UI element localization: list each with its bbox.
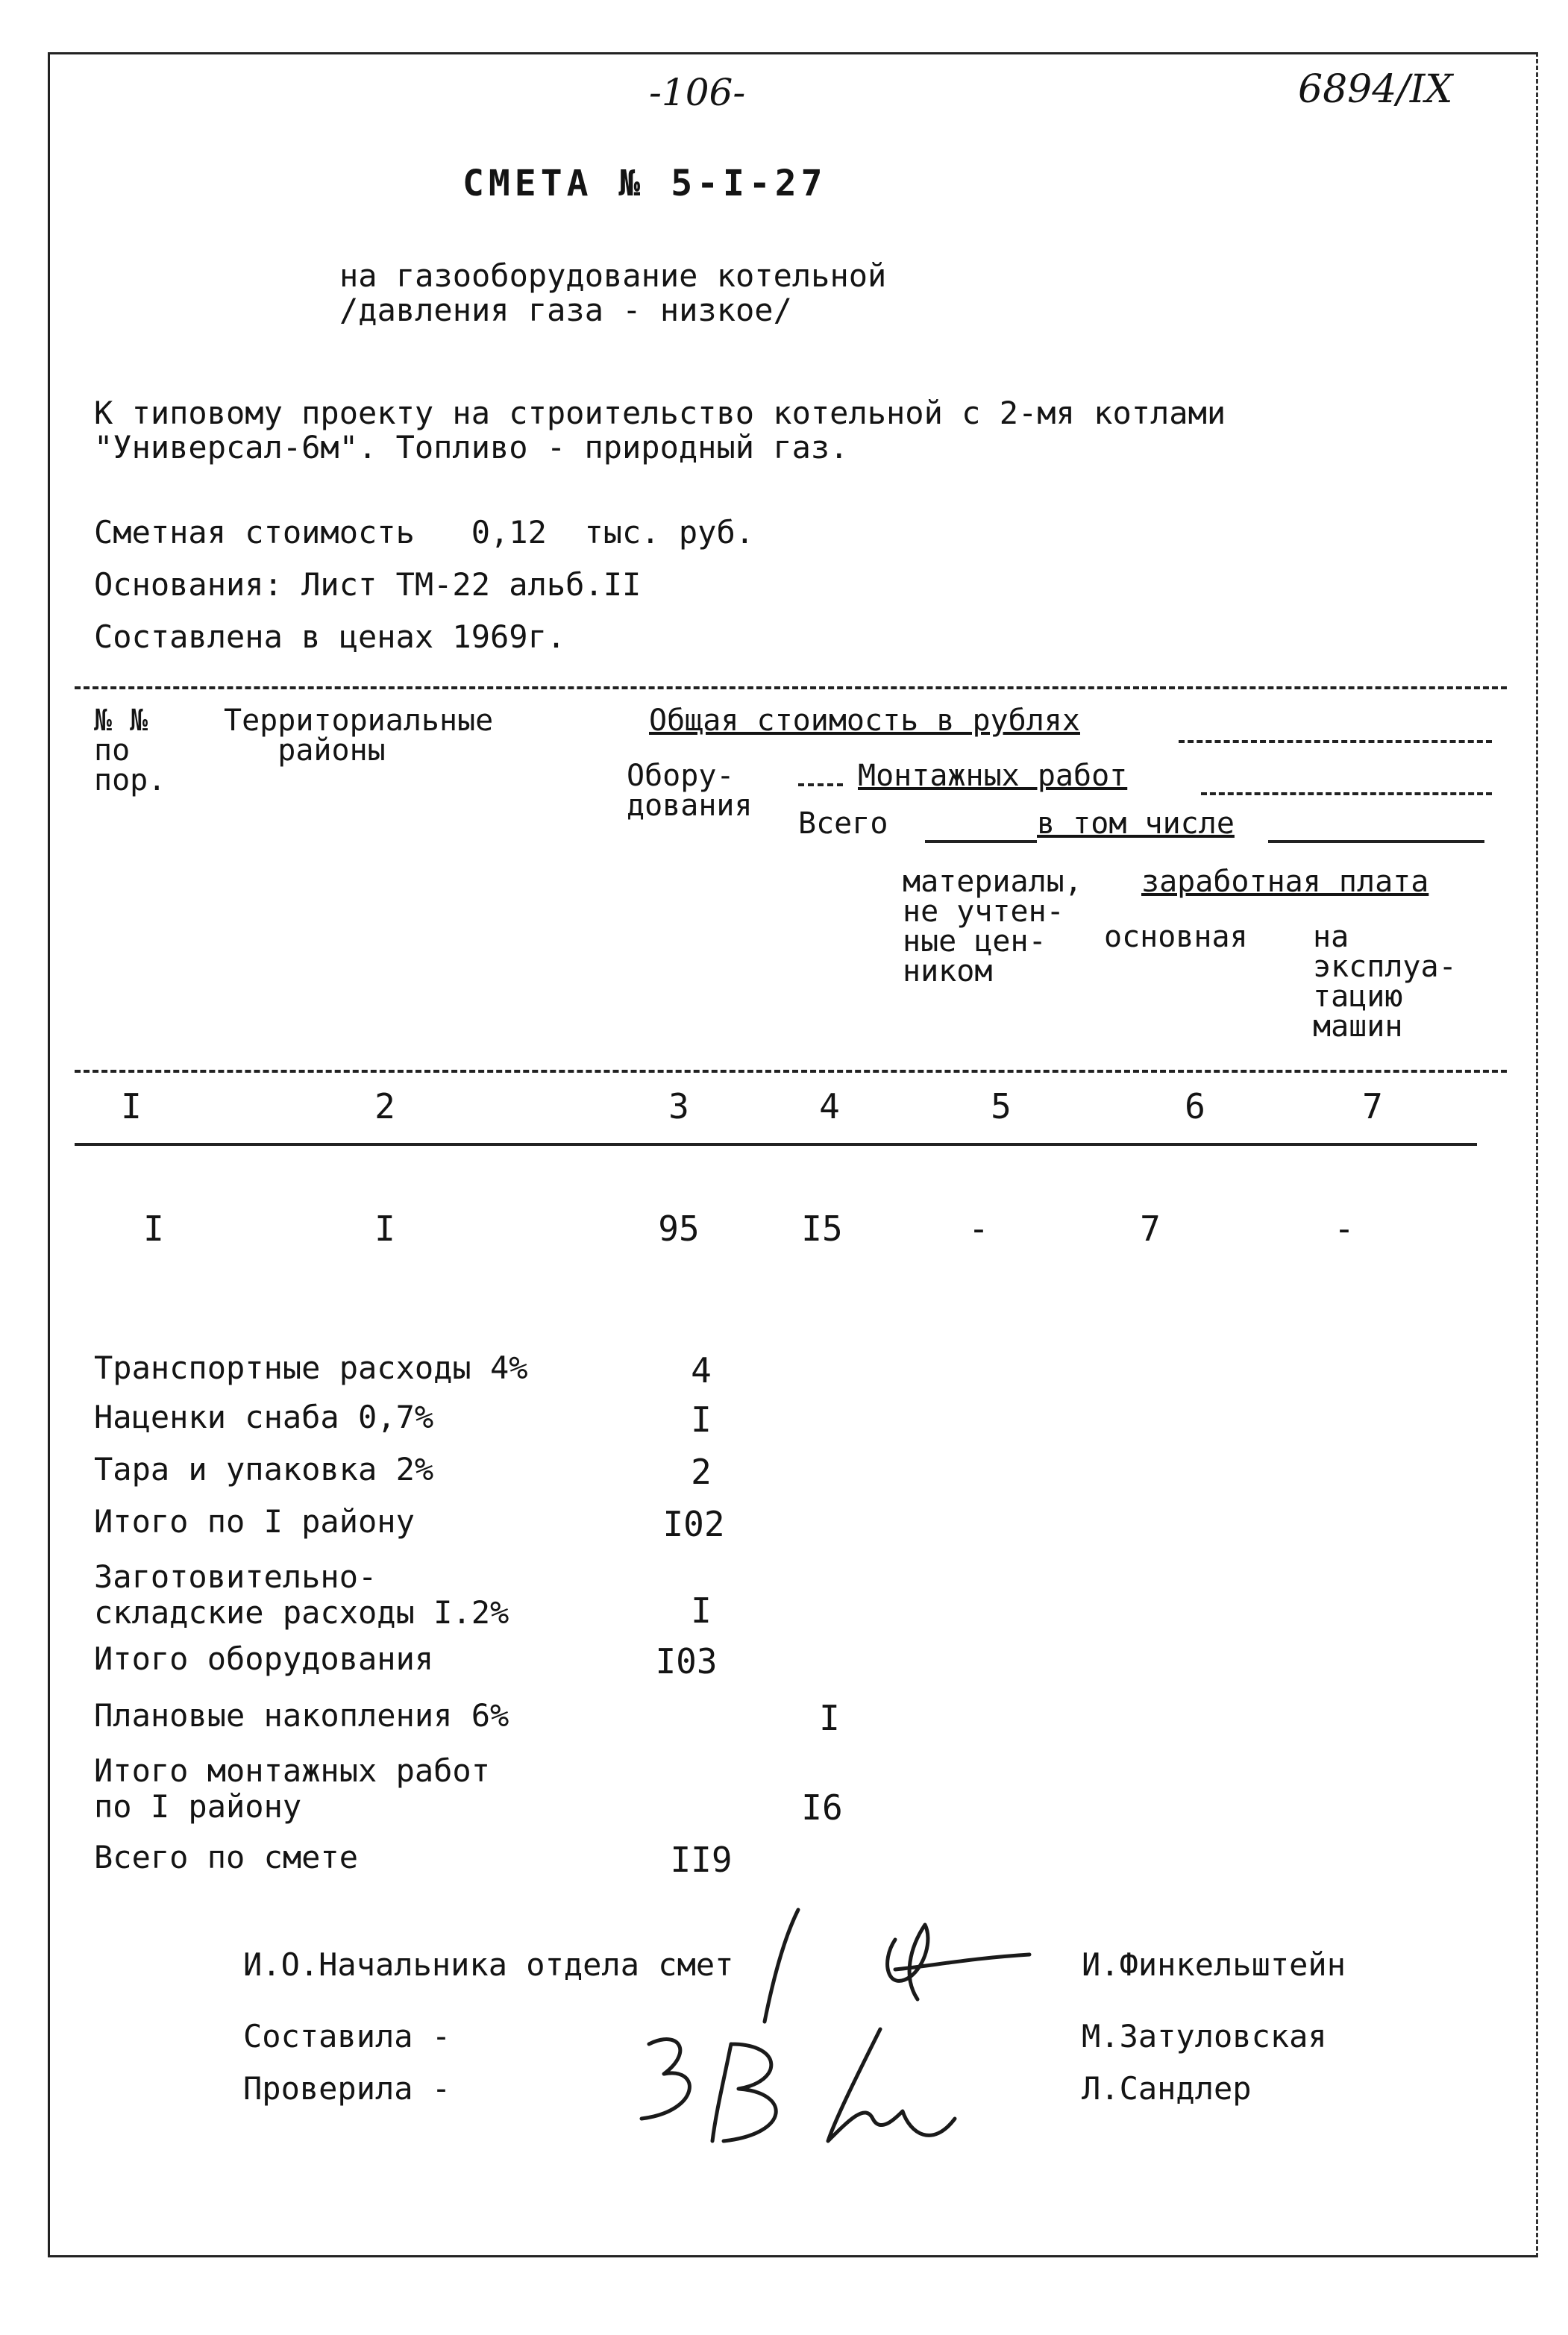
col-number-7: 7 — [1362, 1086, 1383, 1126]
row-cell-1: I — [143, 1209, 164, 1249]
summary-equipment-value: I — [691, 1400, 712, 1440]
header-total-cost: Общая стоимость в рублях — [649, 703, 1080, 738]
header-bottom-rule — [75, 1070, 1507, 1073]
header-installation: Монтажных работ — [858, 759, 1128, 793]
including-rule-left — [925, 840, 1037, 843]
document-title: СМЕТА № 5-I-27 — [462, 163, 827, 204]
page-number: -106- — [649, 71, 746, 114]
summary-label: Итого оборудования — [94, 1640, 434, 1677]
col-number-4: 4 — [819, 1086, 840, 1126]
summary-equipment-value: 2 — [691, 1452, 712, 1492]
summary-label: Плановые накопления 6% — [94, 1697, 509, 1734]
signature-stroke — [765, 1910, 798, 2022]
price-level: Составлена в ценах 1969г. — [94, 618, 566, 655]
row-cell-4: I5 — [801, 1209, 843, 1249]
summary-label: Наценки снаба 0,7% — [94, 1399, 434, 1435]
summary-equipment-value: I02 — [662, 1504, 725, 1544]
summary-install-value: I — [819, 1698, 840, 1738]
signatory-role: И.О.Начальника отдела смет — [243, 1946, 734, 1983]
row-cell-2: I — [374, 1209, 395, 1249]
column-numbers-rule — [75, 1143, 1477, 1146]
signature-stroke — [642, 2040, 689, 2119]
subtitle-line-2: /давления газа - низкое/ — [339, 292, 792, 328]
summary-equipment-value: I03 — [655, 1641, 718, 1681]
install-rule-left — [798, 783, 843, 786]
summary-label: Итого монтажных работ по I району — [94, 1752, 491, 1825]
col-number-5: 5 — [991, 1086, 1012, 1126]
signatory-name: М.Затуловская — [1082, 2018, 1327, 2055]
header-machine-operation: на эксплуа- тацию машин — [1313, 920, 1457, 1044]
summary-label: Всего по смете — [94, 1839, 359, 1875]
signature-stroke — [895, 1955, 1029, 1969]
summary-equipment-value: 4 — [691, 1350, 712, 1391]
row-cell-3: 95 — [658, 1209, 700, 1249]
signature-stroke — [828, 2029, 955, 2141]
header-total: Всего — [798, 806, 888, 841]
row-cell-5: - — [968, 1209, 989, 1249]
signature-stroke — [888, 1925, 928, 1999]
summary-label: Тара и упаковка 2% — [94, 1451, 434, 1488]
col-number-1: I — [121, 1086, 142, 1126]
summary-equipment-value: I — [691, 1590, 712, 1631]
document-code: 6894/IX — [1298, 67, 1453, 112]
row-cell-6: 7 — [1140, 1209, 1161, 1249]
summary-install-value: I6 — [801, 1787, 843, 1828]
signatory-role: Составила - — [243, 2018, 451, 2055]
header-including: в том числе — [1037, 806, 1235, 841]
subtitle-line-1: на газооборудование котельной — [339, 257, 887, 294]
including-rule-right — [1268, 840, 1484, 843]
total-cost-rule — [1179, 740, 1492, 743]
summary-label: Заготовительно- складские расходы I.2% — [94, 1558, 509, 1631]
signature-stroke — [712, 2044, 776, 2141]
intro-line-1: К типовому проекту на строительство котельной с 2-мя котлами — [94, 395, 1226, 431]
basis: Основания: Лист ТМ-22 альб.II — [94, 566, 642, 603]
handwritten-signatures — [612, 1895, 1089, 2163]
summary-equipment-value: II9 — [670, 1840, 733, 1880]
col-number-3: 3 — [668, 1086, 689, 1126]
row-cell-7: - — [1334, 1209, 1355, 1249]
header-equipment: Обору- дования — [627, 759, 753, 823]
signatory-name: И.Финкельштейн — [1082, 1946, 1346, 1983]
summary-label: Транспортные расходы 4% — [94, 1350, 528, 1386]
col-number-2: 2 — [374, 1086, 395, 1126]
signatory-role: Проверила - — [243, 2070, 451, 2107]
header-row-number: № № по пор. — [94, 703, 166, 797]
intro-line-2: "Универсал-6м". Топливо - природный газ. — [94, 429, 849, 466]
header-territorial-districts: Территориальные районы — [224, 703, 494, 768]
install-rule-right — [1201, 792, 1492, 795]
col-number-6: 6 — [1185, 1086, 1205, 1126]
summary-label: Итого по I району — [94, 1503, 415, 1540]
table-top-rule — [75, 686, 1507, 689]
signatory-name: Л.Сандлер — [1082, 2070, 1252, 2107]
header-materials: материалы, не учтен- ные цен- ником — [903, 865, 1082, 988]
header-basic-wages: основная — [1104, 920, 1248, 954]
header-wages: заработная плата — [1141, 865, 1429, 899]
estimated-cost: Сметная стоимость 0,12 тыс. руб. — [94, 514, 755, 551]
